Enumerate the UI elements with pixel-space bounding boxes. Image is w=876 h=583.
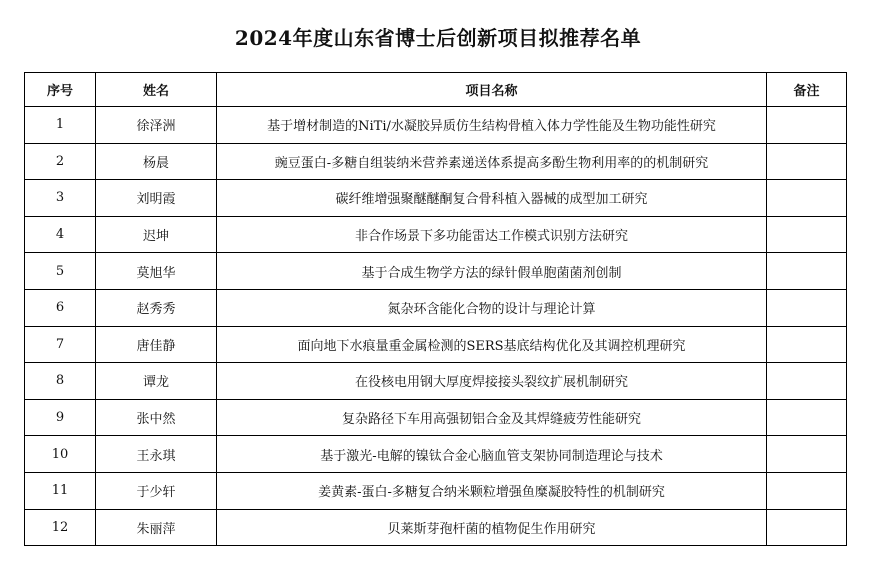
cell-project: 基于合成生物学方法的绿针假单胞菌菌剂创制 [217,253,767,290]
table-row [25,326,847,363]
cell-note [767,399,847,436]
cell-no: 9 [25,399,96,436]
cell-name: 唐佳静 [96,326,217,363]
table-row [25,253,847,290]
cell-note [767,180,847,217]
cell-note [767,326,847,363]
cell-name: 赵秀秀 [96,289,217,326]
cell-no: 12 [25,509,96,546]
header-name: 姓名 [96,73,217,107]
cell-no: 1 [25,107,96,144]
page-title: 2024年度山东省博士后创新项目拟推荐名单 [234,26,642,50]
cell-no: 2 [25,143,96,180]
table-header-row [25,73,847,107]
cell-note [767,436,847,473]
cell-project: 在役核电用钢大厚度焊接接头裂纹扩展机制研究 [217,363,767,400]
cell-note [767,253,847,290]
cell-no: 8 [25,363,96,400]
cell-no: 7 [25,326,96,363]
cell-project: 豌豆蛋白-多糖自组装纳米营养素递送体系提高多酚生物利用率的的机制研究 [217,143,767,180]
header-project: 项目名称 [217,73,767,107]
table-row [25,509,847,546]
cell-name: 王永琪 [96,436,217,473]
table-row [25,472,847,509]
table-row [25,107,847,144]
cell-note [767,363,847,400]
cell-note [767,216,847,253]
cell-note [767,289,847,326]
cell-name: 迟坤 [96,216,217,253]
table-row [25,289,847,326]
table-row [25,363,847,400]
cell-name: 莫旭华 [96,253,217,290]
cell-no: 11 [25,472,96,509]
cell-no: 4 [25,216,96,253]
cell-project: 贝莱斯芽孢杆菌的植物促生作用研究 [217,509,767,546]
cell-name: 杨晨 [96,143,217,180]
cell-name: 于少轩 [96,472,217,509]
cell-project: 复杂路径下车用高强韧铝合金及其焊缝疲劳性能研究 [217,399,767,436]
cell-project: 基于激光-电解的镍钛合金心脑血管支架协同制造理论与技术 [217,436,767,473]
cell-note [767,143,847,180]
cell-project: 碳纤维增强聚醚醚酮复合骨科植入器械的成型加工研究 [217,180,767,217]
cell-note [767,472,847,509]
cell-name: 刘明霞 [96,180,217,217]
cell-no: 10 [25,436,96,473]
cell-name: 徐泽洲 [96,107,217,144]
cell-note [767,509,847,546]
cell-project: 面向地下水痕量重金属检测的SERS基底结构优化及其调控机理研究 [217,326,767,363]
table-row [25,399,847,436]
table-row [25,436,847,473]
cell-project: 基于增材制造的NiTi/水凝胶异质仿生结构骨植入体力学性能及生物功能性研究 [217,107,767,144]
table-row [25,180,847,217]
cell-name: 朱丽萍 [96,509,217,546]
recommendation-table [24,72,847,546]
cell-project: 氮杂环含能化合物的设计与理论计算 [217,289,767,326]
cell-name: 谭龙 [96,363,217,400]
cell-no: 5 [25,253,96,290]
table-row [25,143,847,180]
table-row [25,216,847,253]
cell-note [767,107,847,144]
cell-name: 张中然 [96,399,217,436]
header-no: 序号 [25,73,96,107]
cell-project: 非合作场景下多功能雷达工作模式识别方法研究 [217,216,767,253]
cell-no: 6 [25,289,96,326]
header-note: 备注 [767,73,847,107]
cell-no: 3 [25,180,96,217]
cell-project: 姜黄素-蛋白-多糖复合纳米颗粒增强鱼糜凝胶特性的机制研究 [217,472,767,509]
